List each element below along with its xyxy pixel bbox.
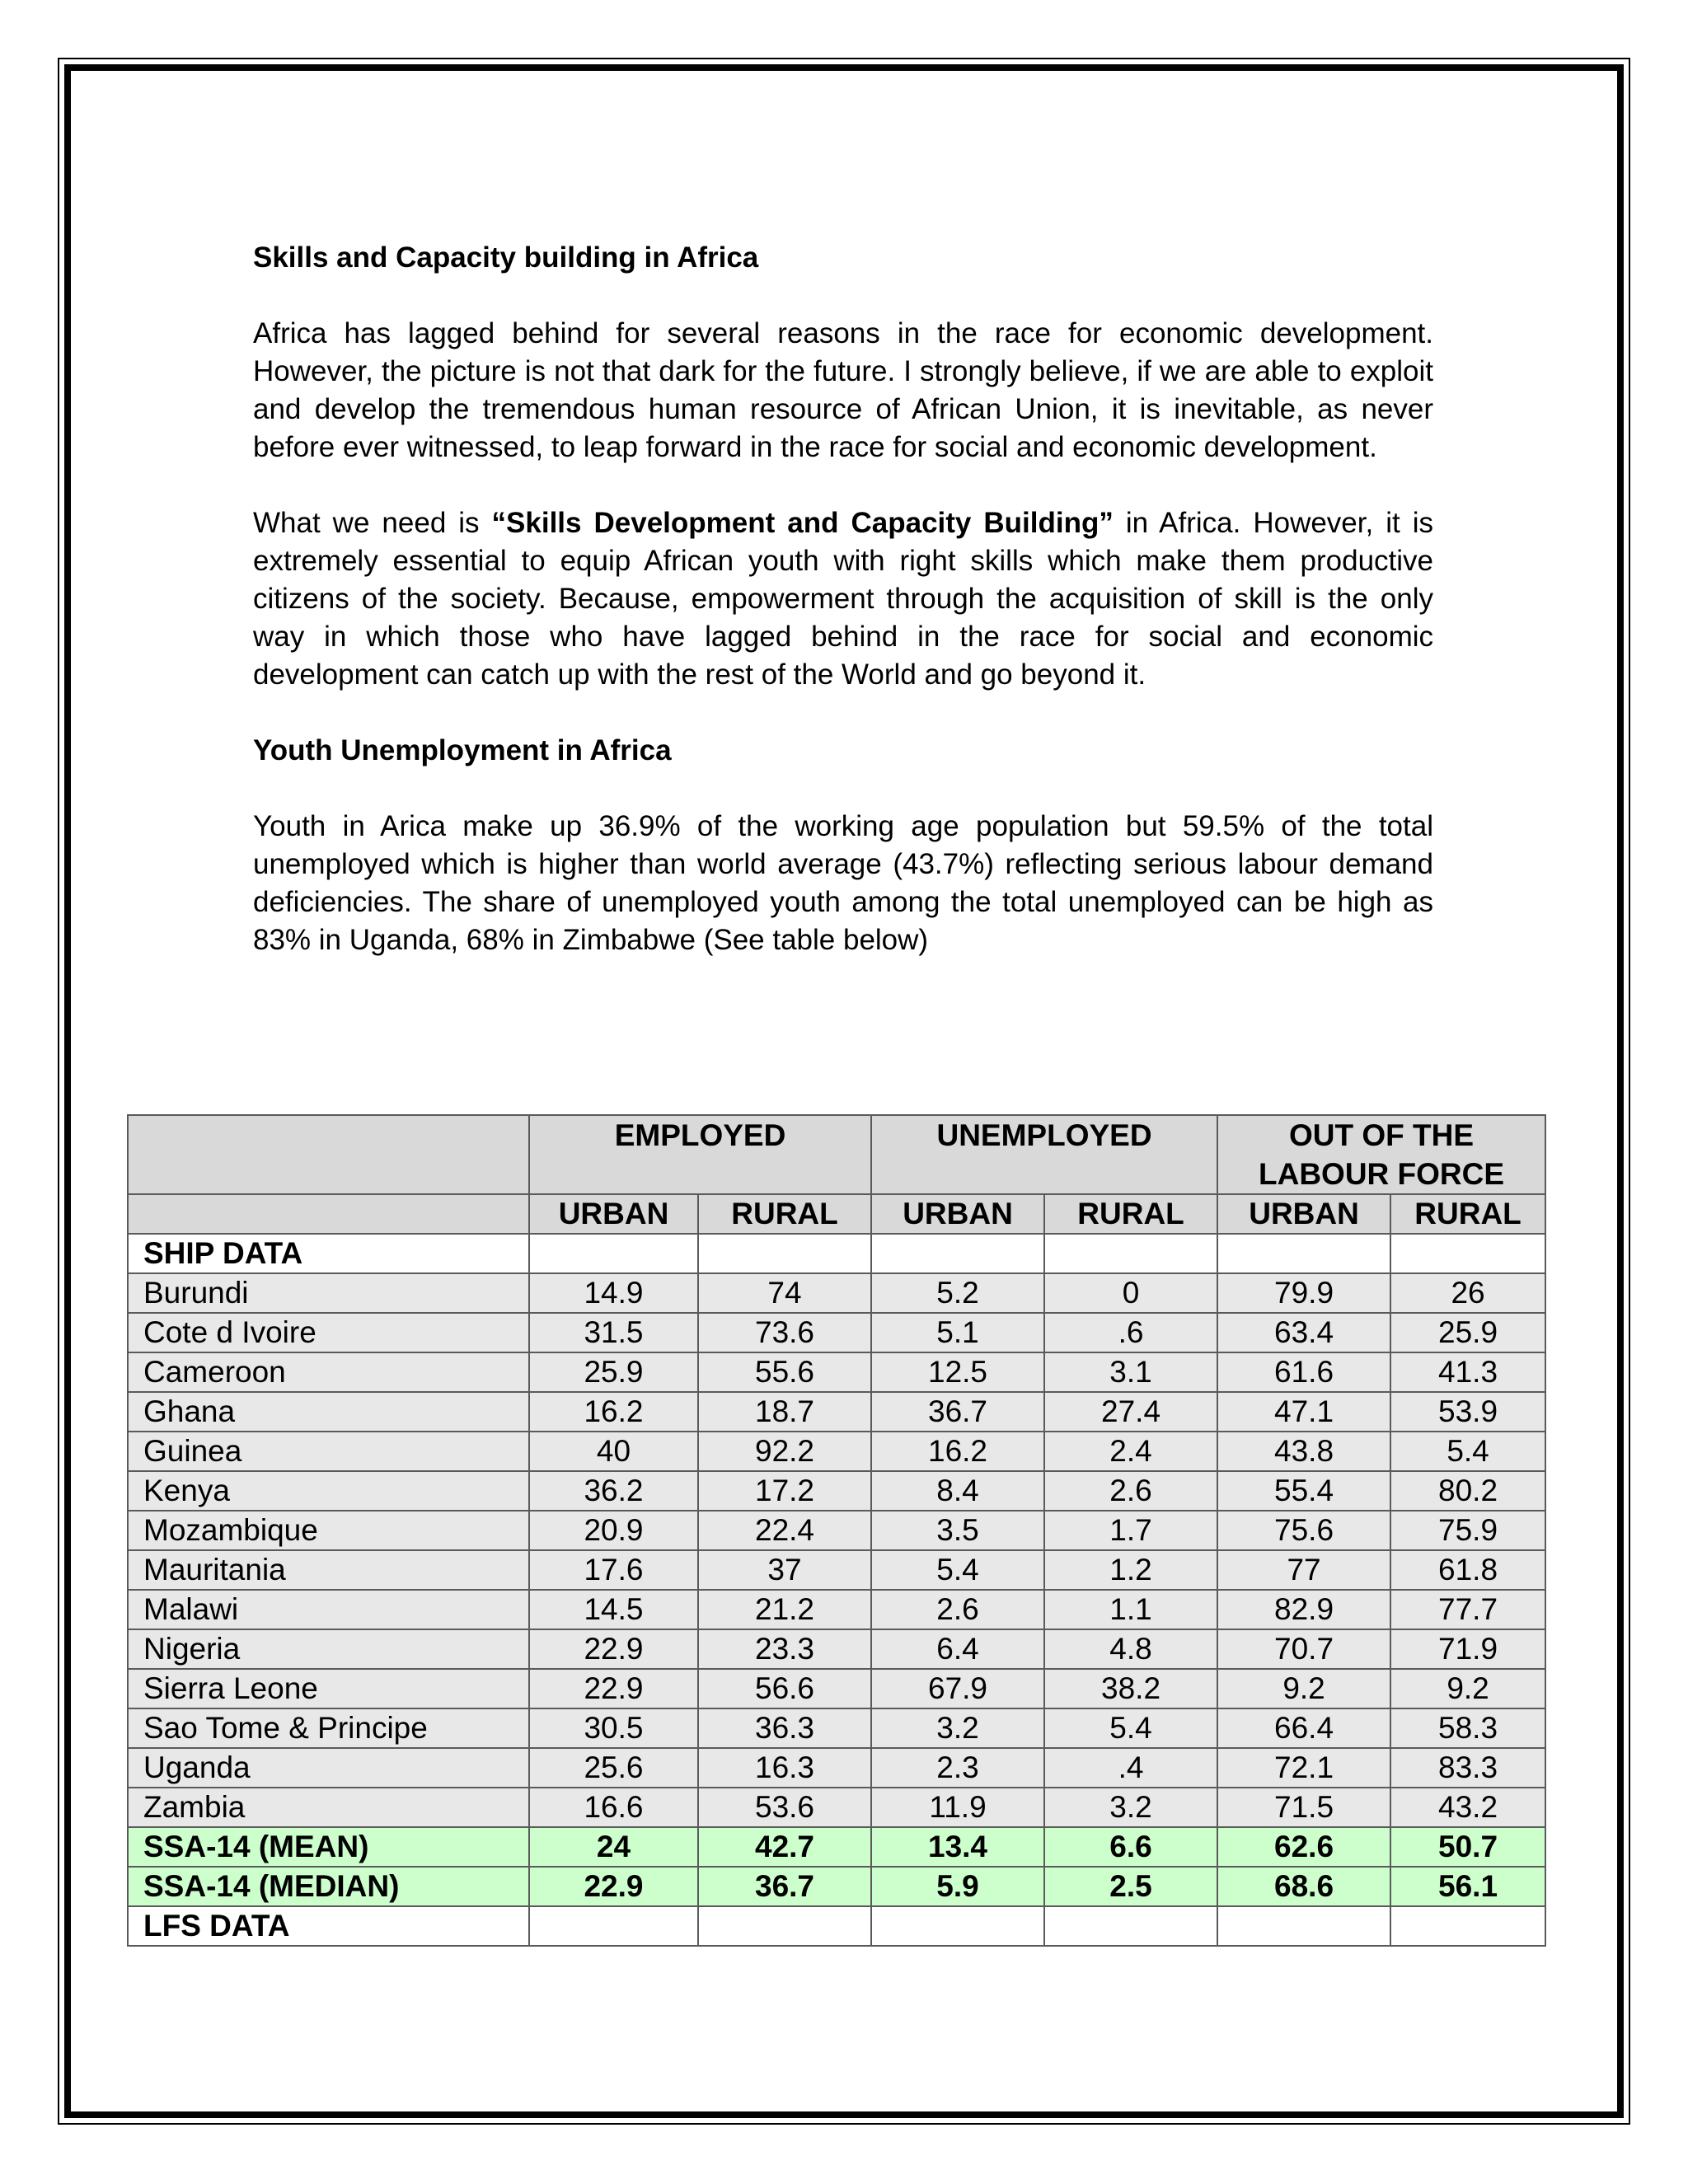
table-cell: 43.8 xyxy=(1217,1432,1390,1471)
table-cell: 21.2 xyxy=(698,1590,871,1629)
row-label: Mauritania xyxy=(128,1550,529,1590)
table-row xyxy=(128,1511,1545,1550)
table-cell: 71.5 xyxy=(1217,1788,1390,1827)
table-cell: 5.4 xyxy=(1390,1432,1545,1471)
table-row xyxy=(128,1748,1545,1788)
table-cell: 3.5 xyxy=(871,1511,1044,1550)
table-cell: 83.3 xyxy=(1390,1748,1545,1788)
table-row xyxy=(128,1590,1545,1629)
table-cell: 2.3 xyxy=(871,1748,1044,1788)
heading-skills: Skills and Capacity building in Africa xyxy=(253,241,759,274)
table-row xyxy=(128,1313,1545,1352)
row-label: Guinea xyxy=(128,1432,529,1471)
table-cell: 72.1 xyxy=(1217,1748,1390,1788)
table-cell: 16.2 xyxy=(871,1432,1044,1471)
table-cell: 77.7 xyxy=(1390,1590,1545,1629)
header-olf-urban: URBAN xyxy=(1217,1194,1390,1234)
table-cell: 17.6 xyxy=(529,1550,698,1590)
row-label: Kenya xyxy=(128,1471,529,1511)
table-cell: 36.3 xyxy=(698,1708,871,1748)
table-cell: 22.4 xyxy=(698,1511,871,1550)
header-olf-rural: RURAL xyxy=(1390,1194,1545,1234)
table-cell: 22.9 xyxy=(529,1867,698,1906)
table-cell: 53.9 xyxy=(1390,1392,1545,1432)
table-cell: 62.6 xyxy=(1217,1827,1390,1867)
table-cell: 6.6 xyxy=(1044,1827,1217,1867)
table-sub-header-row xyxy=(128,1194,1545,1234)
table-cell: 5.4 xyxy=(871,1550,1044,1590)
table-cell: 1.7 xyxy=(1044,1511,1217,1550)
table-cell: 53.6 xyxy=(698,1788,871,1827)
table-cell: 16.3 xyxy=(698,1748,871,1788)
table-cell: 55.6 xyxy=(698,1352,871,1392)
row-label: Zambia xyxy=(128,1788,529,1827)
table-cell: 23.3 xyxy=(698,1629,871,1669)
table-cell: 20.9 xyxy=(529,1511,698,1550)
table-cell: 42.7 xyxy=(698,1827,871,1867)
paragraph-what-we-need-rest: in Africa. However, it is extremely essential to equip African youth with right skills which make them productive citizens of the society. Because, empowerment through the acquisition of skill is the only way in which those who have lagged behind in the race for social and economic development can catch up with the rest of the World and go beyond it. xyxy=(253,507,1433,691)
header-employed-rural: RURAL xyxy=(698,1194,871,1234)
table-row xyxy=(128,1432,1545,1471)
section-row-lfs-data xyxy=(128,1906,1545,1946)
table-cell: 56.6 xyxy=(698,1669,871,1708)
row-label: Nigeria xyxy=(128,1629,529,1669)
table-row xyxy=(128,1392,1545,1432)
table-cell: 16.6 xyxy=(529,1788,698,1827)
table-cell: 36.7 xyxy=(698,1867,871,1906)
table-row xyxy=(128,1273,1545,1313)
table-cell: 11.9 xyxy=(871,1788,1044,1827)
table-cell: 31.5 xyxy=(529,1313,698,1352)
section-row-ship-data xyxy=(128,1234,1545,1273)
table-row xyxy=(128,1669,1545,1708)
table-cell: 77 xyxy=(1217,1550,1390,1590)
section-label: LFS DATA xyxy=(128,1906,529,1946)
table-cell: 22.9 xyxy=(529,1629,698,1669)
table-cell: 16.2 xyxy=(529,1392,698,1432)
header-unemployed-urban: URBAN xyxy=(871,1194,1044,1234)
table-cell: 68.6 xyxy=(1217,1867,1390,1906)
row-label: Burundi xyxy=(128,1273,529,1313)
table-cell: 13.4 xyxy=(871,1827,1044,1867)
header-unemployed: UNEMPLOYED xyxy=(871,1115,1217,1194)
paragraph-skills-emphasis: “Skills Development and Capacity Building” xyxy=(491,507,1114,539)
header-employed: EMPLOYED xyxy=(529,1115,871,1194)
table-cell: 3.2 xyxy=(871,1708,1044,1748)
table-cell: 36.7 xyxy=(871,1392,1044,1432)
row-label: Ghana xyxy=(128,1392,529,1432)
table-cell: 5.4 xyxy=(1044,1708,1217,1748)
table-cell: 25.9 xyxy=(529,1352,698,1392)
summary-row xyxy=(128,1867,1545,1906)
table-cell: 63.4 xyxy=(1217,1313,1390,1352)
paragraph-africa-lagged: Africa has lagged behind for several reasons in the race for economic development. However, the picture is not that dark for the future. I strongly believe, if we are able to exploit and develop the tremendous human resource of African Union, it is inevitable, as never before ever witnessed, to leap forward in the race for social and economic development. xyxy=(253,317,1433,463)
table-cell: 5.1 xyxy=(871,1313,1044,1352)
table-cell: 56.1 xyxy=(1390,1867,1545,1906)
table-cell: 70.7 xyxy=(1217,1629,1390,1669)
table-cell: 24 xyxy=(529,1827,698,1867)
youth-employment-table xyxy=(127,1114,1546,1947)
table-cell: 92.2 xyxy=(698,1432,871,1471)
row-label: Cameroon xyxy=(128,1352,529,1392)
row-label: SSA-14 (MEDIAN) xyxy=(128,1867,529,1906)
table-cell: 9.2 xyxy=(1217,1669,1390,1708)
table-cell: 37 xyxy=(698,1550,871,1590)
paragraph-what-we-need-start: What we need is xyxy=(253,507,492,539)
row-label: Mozambique xyxy=(128,1511,529,1550)
table-cell: 41.3 xyxy=(1390,1352,1545,1392)
table-cell: 2.4 xyxy=(1044,1432,1217,1471)
table-cell: .6 xyxy=(1044,1313,1217,1352)
table-cell: 61.8 xyxy=(1390,1550,1545,1590)
row-label: SSA-14 (MEAN) xyxy=(128,1827,529,1867)
header-employed-urban: URBAN xyxy=(529,1194,698,1234)
row-label: Malawi xyxy=(128,1590,529,1629)
table-cell: 74 xyxy=(698,1273,871,1313)
table-cell: 1.1 xyxy=(1044,1590,1217,1629)
table-group-header-row xyxy=(128,1115,1545,1194)
summary-row xyxy=(128,1827,1545,1867)
table-cell: 1.2 xyxy=(1044,1550,1217,1590)
table-cell: 5.2 xyxy=(871,1273,1044,1313)
table-cell: 73.6 xyxy=(698,1313,871,1352)
table-cell: 6.4 xyxy=(871,1629,1044,1669)
table-cell: 26 xyxy=(1390,1273,1545,1313)
table-cell: 14.5 xyxy=(529,1590,698,1629)
heading-youth-unemployment: Youth Unemployment in Africa xyxy=(253,734,672,766)
table-cell: 14.9 xyxy=(529,1273,698,1313)
table-cell: 50.7 xyxy=(1390,1827,1545,1867)
table-cell: 2.6 xyxy=(1044,1471,1217,1511)
header-unemployed-rural: RURAL xyxy=(1044,1194,1217,1234)
table-cell: 79.9 xyxy=(1217,1273,1390,1313)
table-cell: 71.9 xyxy=(1390,1629,1545,1669)
table-cell: 40 xyxy=(529,1432,698,1471)
header-out-of-labour-force: OUT OF THE LABOUR FORCE xyxy=(1217,1115,1545,1194)
paragraph-what-we-need xyxy=(253,504,1433,694)
table-row xyxy=(128,1471,1545,1511)
table-cell: 66.4 xyxy=(1217,1708,1390,1748)
section-label: SHIP DATA xyxy=(128,1234,529,1273)
table-cell: 22.9 xyxy=(529,1669,698,1708)
row-label: Sao Tome & Principe xyxy=(128,1708,529,1748)
table-row xyxy=(128,1550,1545,1590)
table-cell: 8.4 xyxy=(871,1471,1044,1511)
table-cell: 0 xyxy=(1044,1273,1217,1313)
table-row xyxy=(128,1629,1545,1669)
table-cell: 75.6 xyxy=(1217,1511,1390,1550)
table-cell: 67.9 xyxy=(871,1669,1044,1708)
table-row xyxy=(128,1352,1545,1392)
table-cell: 4.8 xyxy=(1044,1629,1217,1669)
table-cell: 47.1 xyxy=(1217,1392,1390,1432)
table-cell: 58.3 xyxy=(1390,1708,1545,1748)
table-cell: 17.2 xyxy=(698,1471,871,1511)
table-cell: 82.9 xyxy=(1217,1590,1390,1629)
table-cell: 36.2 xyxy=(529,1471,698,1511)
table-cell: .4 xyxy=(1044,1748,1217,1788)
table-cell: 5.9 xyxy=(871,1867,1044,1906)
table-cell: 9.2 xyxy=(1390,1669,1545,1708)
table-cell: 2.6 xyxy=(871,1590,1044,1629)
header-blank-2 xyxy=(128,1194,529,1234)
table-cell: 25.6 xyxy=(529,1748,698,1788)
table-cell: 12.5 xyxy=(871,1352,1044,1392)
paragraph-youth-statistics: Youth in Arica make up 36.9% of the working age population but 59.5% of the total unemployed which is higher than world average (43.7%) reflecting serious labour demand deficiencies. The share of unemployed youth among the total unemployed can be high as 83% in Uganda, 68% in Zimbabwe (See table below) xyxy=(253,810,1433,956)
table-cell: 2.5 xyxy=(1044,1867,1217,1906)
table-cell: 80.2 xyxy=(1390,1471,1545,1511)
table-row xyxy=(128,1788,1545,1827)
table-cell: 3.2 xyxy=(1044,1788,1217,1827)
row-label: Uganda xyxy=(128,1748,529,1788)
row-label: Sierra Leone xyxy=(128,1669,529,1708)
table-cell: 55.4 xyxy=(1217,1471,1390,1511)
table-row xyxy=(128,1708,1545,1748)
table-cell: 38.2 xyxy=(1044,1669,1217,1708)
table-cell: 75.9 xyxy=(1390,1511,1545,1550)
table-cell: 27.4 xyxy=(1044,1392,1217,1432)
header-blank xyxy=(128,1115,529,1194)
row-label: Cote d Ivoire xyxy=(128,1313,529,1352)
table-cell: 18.7 xyxy=(698,1392,871,1432)
table-cell: 43.2 xyxy=(1390,1788,1545,1827)
table-cell: 30.5 xyxy=(529,1708,698,1748)
table-cell: 61.6 xyxy=(1217,1352,1390,1392)
table-cell: 25.9 xyxy=(1390,1313,1545,1352)
table-cell: 3.1 xyxy=(1044,1352,1217,1392)
document-body xyxy=(253,239,1433,959)
